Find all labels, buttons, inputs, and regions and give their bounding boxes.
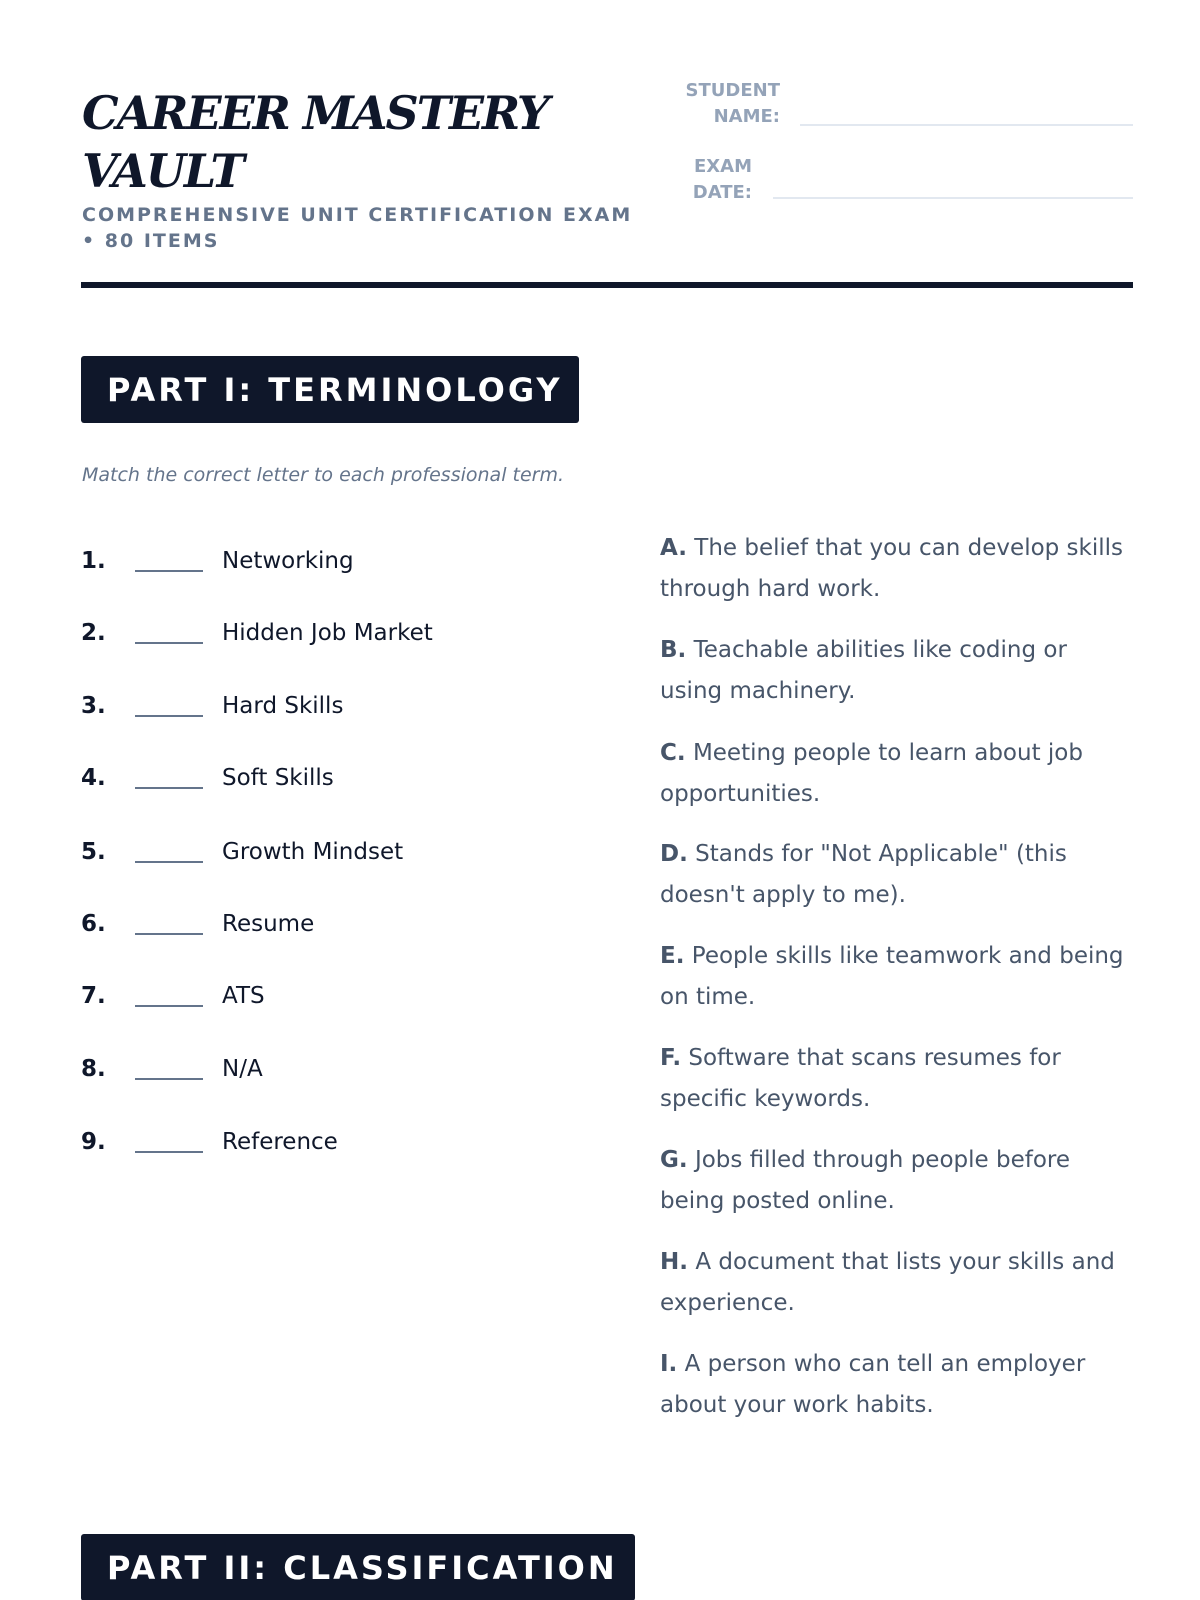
term-number: 6. bbox=[81, 911, 106, 937]
definition-item bbox=[660, 1242, 1130, 1324]
term-label: Growth Mindset bbox=[222, 839, 404, 865]
term-label: ATS bbox=[222, 983, 265, 1009]
definition-text: People skills like teamwork and being on time. bbox=[660, 943, 1124, 1010]
definition-text: A person who can tell an employer about your work habits. bbox=[660, 1351, 1086, 1418]
definition-letter: D. bbox=[660, 841, 688, 867]
definition-item bbox=[660, 528, 1130, 610]
student-name-label: STUDENT NAME: bbox=[685, 80, 780, 127]
definition-item bbox=[660, 630, 1130, 712]
header-divider bbox=[81, 282, 1133, 288]
definition-letter: G. bbox=[660, 1147, 688, 1173]
term-label: Soft Skills bbox=[222, 765, 334, 791]
term-label: Resume bbox=[222, 911, 315, 937]
definition-text: A document that lists your skills and experience. bbox=[660, 1249, 1115, 1316]
answer-blank[interactable] bbox=[135, 861, 203, 863]
definition-item bbox=[660, 1140, 1130, 1222]
definition-letter: H. bbox=[660, 1249, 688, 1275]
answer-blank[interactable] bbox=[135, 1005, 203, 1007]
definition-letter: E. bbox=[660, 943, 685, 969]
student-name-field[interactable] bbox=[800, 124, 1133, 126]
definition-text: Jobs filled through people before being posted online. bbox=[660, 1147, 1070, 1214]
definition-item bbox=[660, 733, 1130, 815]
definition-letter: I. bbox=[660, 1351, 678, 1377]
term-number: 8. bbox=[81, 1056, 106, 1082]
term-label: N/A bbox=[222, 1056, 263, 1082]
term-label: Hidden Job Market bbox=[222, 620, 433, 646]
term-number: 7. bbox=[81, 983, 106, 1009]
definition-item bbox=[660, 1038, 1130, 1120]
term-number: 1. bbox=[81, 548, 106, 574]
definition-text: Software that scans resumes for specific keywords. bbox=[660, 1045, 1061, 1112]
definition-text: Teachable abilities like coding or using machinery. bbox=[660, 637, 1067, 704]
term-number: 9. bbox=[81, 1129, 106, 1155]
definition-letter: C. bbox=[660, 740, 686, 766]
term-number: 4. bbox=[81, 765, 106, 791]
definition-text: Meeting people to learn about job opportunities. bbox=[660, 740, 1083, 807]
exam-subtitle: COMPREHENSIVE UNIT CERTIFICATION EXAM • 80 ITEMS bbox=[82, 204, 633, 252]
definition-text: The belief that you can develop skills through hard work. bbox=[660, 535, 1124, 602]
term-label: Hard Skills bbox=[222, 693, 344, 719]
answer-blank[interactable] bbox=[135, 1151, 203, 1153]
part2-heading: PART II: CLASSIFICATION bbox=[81, 1534, 635, 1600]
term-label: Reference bbox=[222, 1129, 338, 1155]
part1-heading: PART I: TERMINOLOGY bbox=[81, 356, 579, 423]
term-label: Networking bbox=[222, 548, 354, 574]
term-number: 2. bbox=[81, 620, 106, 646]
exam-date-label: EXAM DATE: bbox=[692, 156, 752, 203]
definition-letter: F. bbox=[660, 1045, 682, 1071]
answer-blank[interactable] bbox=[135, 787, 203, 789]
definition-item bbox=[660, 936, 1130, 1018]
answer-blank[interactable] bbox=[135, 642, 203, 644]
answer-blank[interactable] bbox=[135, 933, 203, 935]
answer-blank[interactable] bbox=[135, 715, 203, 717]
definition-item bbox=[660, 1344, 1130, 1426]
term-number: 5. bbox=[81, 839, 106, 865]
definition-item bbox=[660, 834, 1130, 916]
part1-instructions: Match the correct letter to each professional term. bbox=[82, 464, 565, 486]
definition-text: Stands for "Not Applicable" (this doesn't apply to me). bbox=[660, 841, 1067, 908]
exam-date-field[interactable] bbox=[773, 197, 1133, 199]
definition-letter: B. bbox=[660, 637, 687, 663]
term-number: 3. bbox=[81, 693, 106, 719]
answer-blank[interactable] bbox=[135, 1078, 203, 1080]
definition-letter: A. bbox=[660, 535, 687, 561]
answer-blank[interactable] bbox=[135, 570, 203, 572]
exam-title: CAREER MASTERY VAULT bbox=[82, 86, 548, 198]
